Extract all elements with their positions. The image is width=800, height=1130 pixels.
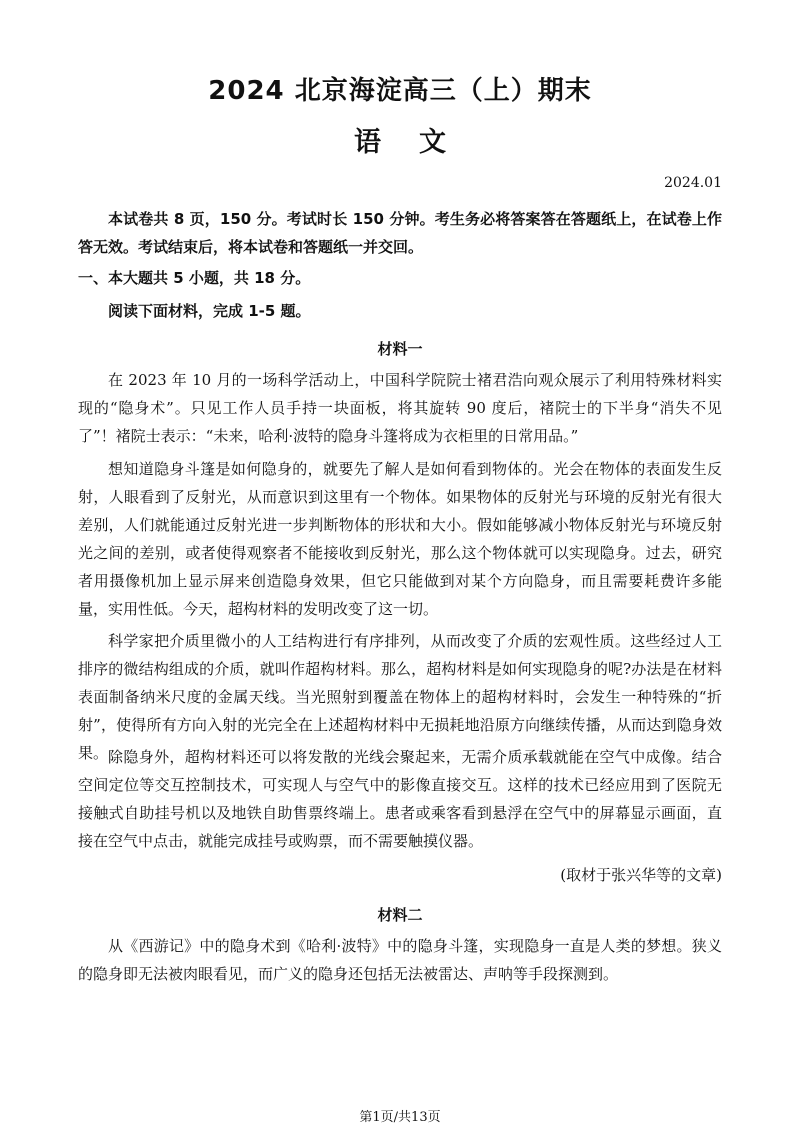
exam-instructions: 本试卷共 8 页，150 分。考试时长 150 分钟。考生务必将答案答在答题纸上，在试卷上作答无效。考试结束后，将本试卷和答题纸一并交回。 — [78, 210, 722, 256]
section-title: 一、本大题共 5 小题，共 18 分。 — [78, 269, 311, 287]
material-one-heading: 材料一 — [377, 340, 423, 358]
material-two-heading: 材料二 — [377, 906, 423, 924]
material-one-paragraph-4: 除隐身外，超构材料还可以将发散的光线会聚起来，无需介质承载就能在空气中成像。结合空间定位等交互控制技术，可实现人与空气中的影像直接交互。这样的技术已经应用到了医院无接触式自助挂号机以及地铁自助售票终端上。患者或乘客看到悬浮在空气中的屏幕显示画面，直接在空气中点击，就能完成挂号或购票，而不需要触摸仪器。 — [78, 748, 722, 850]
material-one-source: (取材于张兴华等的文章) — [560, 866, 722, 884]
page-footer: 第1页/共13页 — [359, 1110, 441, 1125]
material-two-paragraph-1: 从《西游记》中的隐身术到《哈利·波特》中的隐身斗篷，实现隐身一直是人类的梦想。狭义的隐身即无法被肉眼看见，而广义的隐身还包括无法被雷达、声呐等手段探测到。 — [78, 937, 722, 983]
page-title: 2024 北京海淀高三（上）期末 — [208, 76, 592, 106]
exam-date: 2024.01 — [664, 175, 722, 191]
material-one-paragraph-2: 想知道隐身斗篷是如何隐身的，就要先了解人是如何看到物体的。光会在物体的表面发生反射，人眼看到了反射光，从而意识到这里有一个物体。如果物体的反射光与环境的反射光有很大差别，人们就能通过反射光进一步判断物体的形状和大小。假如能够减小物体反射光与环境反射光之间的差别，或者使得观察者不能接收到反射光，那么这个物体就可以实现隐身。过去，研究者用摄像机加上显示屏来创造隐身效果，但它只能做到对某个方向隐身，而且需要耗费许多能量，实用性低。今天，超构材料的发明改变了这一切。 — [78, 460, 722, 618]
subject-title: 语文 — [354, 127, 484, 158]
material-one-paragraph-3: 科学家把介质里微小的人工结构进行有序排列，从而改变了介质的宏观性质。这些经过人工排序的微结构组成的介质，就叫作超构材料。那么，超构材料是如何实现隐身的呢?办法是在材料表面制备纳米尺度的金属天线。当光照射到覆盖在物体上的超构材料时，会发生一种特殊的“折射”，使得所有方向入射的光完全在上述超构材料中无损耗地沿原方向继续传播，从而达到隐身效果。 — [78, 632, 722, 762]
reading-prompt: 阅读下面材料，完成 1-5 题。 — [108, 302, 311, 320]
material-one-paragraph-1: 在 2023 年 10 月的一场科学活动上，中国科学院院士褚君浩向观众展示了利用特殊材料实现的“隐身术”。只见工作人员手持一块面板，将其旋转 90 度后，褚院士的下半身“消失不见了”！褚院士表示：“未来，哈利·波特的隐身斗篷将成为衣柜里的日常用品。” — [78, 371, 722, 445]
